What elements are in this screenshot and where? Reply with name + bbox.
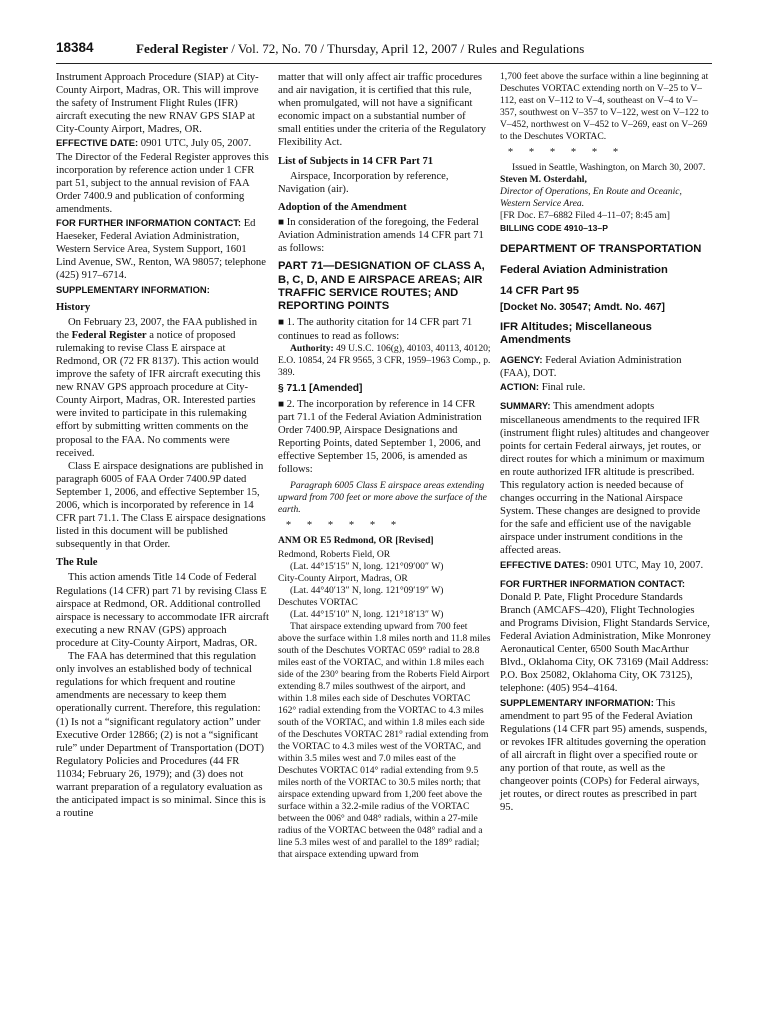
header-rule [56,63,712,64]
column-2 [278,71,491,861]
issue-info: / Vol. 72, No. 70 / Thursday, April 12, 2007 / Rules and Regulations [228,41,585,56]
billing-code: BILLING CODE 4910–13–P [500,223,608,234]
action-line [500,380,712,394]
page-number: 18384 [56,40,94,55]
location-2-coordinates: (Lat. 44°40′13″ N, long. 121°09′19″ W) [290,585,444,597]
contact-info [56,216,269,282]
rule-heading: The Rule [56,557,98,569]
effective-date-text: 0901 UTC, July 05, 2007. The Director of the Federal Register approves this incorporation by reference action under 1 CFR part 51, subject to the annual revision of FAA Order 7400.9 and publication of conforming amendments. [56,138,269,215]
subjects-text: Airspace, Incorporation by reference, Navigation (air). [278,170,449,195]
bullet-icon: ■ [278,398,285,410]
part-71-heading: PART 71—DESIGNATION OF CLASS A, B, C, D, AND E AIRSPACE AREAS; AIR TRAFFIC SERVICE ROUTES; AND REPORTING POINTS [278,260,485,313]
effective-date [56,136,269,216]
summary-text: This amendment adopts miscellaneous amendments to the required IFR (instrument flight rules) altitudes and changeover points for certain Federal airways, jet routes, or direct routes for which a minimum or maximum en route authorized IFR altitude is prescribed. This regulatory action is needed because of changes occurring in the National Airspace System. These changes are designed to provide for the safe and efficient use of the navigable airspace under instrument conditions in the affected areas. [500,401,710,557]
star: * [507,147,514,158]
authority-text: 49 U.S.C. 106(g), 40103, 40113, 40120; E.O. 10854, 24 FR 9565, 3 CFR, 1959–1963 Comp., p. 389. [278,342,491,378]
docket-number: [Docket No. 30547; Amdt. No. 467] [500,302,665,314]
item-2-text: 2. The incorporation by reference in 14 CFR part 71.1 of the Federal Aviation Administration Order 7400.9P, Airspace Designations and Reporting Points, dated September 1, 2006, and effective September 15, 2006, is amended as follows: [278,398,482,476]
history-text-c: a notice of proposed rulemaking to revise Class E airspace at Redmond, OR (72 FR 8137). This action would improve the safety of IFR aircraft executing this new RNAV GPS approach procedure at City-County Airport, Madras, OR. Interested parties were invited to participate in this rulemaking effort by submitting written comments on the proposal to the FAA. No comments were received. [56,329,261,459]
agency-line [500,353,712,380]
bullet-icon: ■ [278,317,285,329]
star: * [369,520,376,532]
supplementary-text: This amendment to part 95 of the Federal Aviation Regulations (14 CFR part 95) amends, suspends, or revokes IFR altitudes governing the operation of all aircraft in flight over a specified route or any portion of that route, as well as the changeover points (COPs) for Federal airways, jet routes, or direct routes as prescribed in part 95. [500,697,708,814]
summary [500,399,712,557]
subject-heading: IFR Altitudes; Miscellaneous Amendments [500,320,652,346]
location-2: City-County Airport, Madras, OR [278,573,408,585]
contact-text-2: Donald P. Pate, Flight Procedure Standards Branch (AMCAFS–420), Flight Technologies and Programs Division, Flight Standards Service, Federal Aviation Administration, Mike Monroney Aeronautical Center, 6500 South MacArthur Blvd., Oklahoma City, OK 73169 (Mail Address: P.O. Box 25082, Oklahoma City, OK 73125), telephone: (405) 954–4164. [500,591,711,695]
history-paragraph-2: Class E airspace designations are published in paragraph 6005 of FAA Order 7400.9P dated September 1, 2006, and effective September 15, 2006, which is incorporated by reference in 14 CFR part 71.1. The Class E airspace designations listed in this document will be published subsequently in that Order. [56,460,266,551]
contact-label: FOR FURTHER INFORMATION CONTACT: [56,217,242,229]
rule-paragraph-2: The FAA has determined that this regulation only involves an established body of technical regulations for which frequent and routine amendments are necessary to keep them operationally current. Therefore, this regulation: (1) Is not a “significant regulatory action” under Executive Order 12866; (2) is not a “significant rule” under Department of Transportation (DOT) Regulatory Policies and Procedures (44 FR 11034; February 26, 1979); and (3) does not warrant preparation of a regulatory evaluation as the anticipated impact is so minimal. Since this is a routine [56,651,266,820]
contact-text: Ed Haeseker, Federal Aviation Administration, Western Service Area, System Support, 1601 Lind Avenue, SW., Renton, WA 98057; telephone (425) 917–6714. [56,218,266,282]
airspace-continuation: 1,700 feet above the surface within a line beginning at Deschutes VORTAC extending north on V–25 to V–112, east on V–112 to V–4, southeast on V–4 to V–357, southwest on V–357 to V–122, west on V–122 to V–452, northwest on V–452 to V–269, east on V–269 to the Deschutes VORTAC. [500,71,709,142]
summary-label: SUMMARY: [500,400,551,412]
airspace-description: That airspace extending upward from 700 feet above the surface within 1.8 miles north and 11.8 miles south of the Deschutes VORTAC 059° radial to 28.8 miles east of the VORTAC, and within 1.8 miles each side of the 230° bearing from the Roberts Field Airport extending 8.7 miles southwest of the airport, and within 1.8 miles each side of Deschutes VORTAC 162° radial extending from the VORTAC to 4.3 miles south of the VORTAC, and within 1.8 miles each side of the Deschutes VORTAC 281° radial extending from the VORTAC to 4.3 miles west of the VORTAC, and within 3.5 miles west and 7.0 miles east of the Deschutes VORTAC 014° radial extending from 9.5 miles north of the VORTAC to 30.5 miles north; that airspace extending upward from 1,200 feet above the surface within a 32.2-mile radius of the VORTAC between the 006° and 048° radials, within a 27-mile radius of the VORTAC between the 048° radial and a line 5.3 miles west of and parallel to the 189° radial; that airspace extending upward from [278,621,491,861]
item-1-text: 1. The authority citation for 14 CFR part 71 continues to read as follows: [278,317,473,342]
location-1-coordinates: (Lat. 44°15′15″ N, long. 121°09′00″ W) [290,561,444,573]
location-3-coordinates: (Lat. 44°15′10″ N, long. 121°18′13″ W) [290,609,444,621]
adoption-paragraph [278,216,491,255]
supplementary-label: SUPPLEMENTARY INFORMATION: [56,283,210,295]
effective-date-label: EFFECTIVE DATE: [56,137,139,149]
department-heading: DEPARTMENT OF TRANSPORTATION [500,243,702,256]
star: * [348,520,355,532]
location-3: Deschutes VORTAC [278,597,358,609]
page-header [56,40,712,62]
bullet-icon: ■ [278,216,285,228]
agency-heading: Federal Aviation Administration [500,264,668,277]
effective-dates-text: 0901 UTC, May 10, 2007. [591,559,704,571]
running-head [136,41,584,57]
contact-info-2 [500,577,712,696]
star: * [390,520,397,532]
history-heading: History [56,301,91,313]
continuation-text: matter that will only affect air traffic procedures and air navigation, it is certified that this rule, when promulgated, will not have a significant economic impact on a substantial number of small entities under the criteria of the Regulatory Flexibility Act. [278,72,486,149]
star: * [570,147,577,158]
issued-statement: Issued in Seattle, Washington, on March 30, 2007. [512,162,706,174]
effective-dates-label: EFFECTIVE DATES: [500,558,589,570]
agency-label: AGENCY: [500,354,543,366]
location-1: Redmond, Roberts Field, OR [278,549,391,561]
section-71-1-heading: § 71.1 [Amended] [278,382,363,394]
supplementary-label-2: SUPPLEMENTARY INFORMATION: [500,696,654,708]
ellipsis-stars [278,519,491,532]
fr-doc: [FR Doc. E7–6882 Filed 4–11–07; 8:45 am] [500,210,670,222]
effective-dates [500,558,712,572]
rule-paragraph-1: This action amends Title 14 Code of Federal Regulations (14 CFR) part 71 by revising Class E airspace at Redmond, OR. Additional controlled airspace is necessary to accommodate IFR aircraft executing a new RNAV (GPS) approach procedure at City-County Airport, Madras, OR. [56,572,269,649]
column-1 [56,71,269,820]
star: * [306,520,313,532]
supplementary-info [500,696,712,815]
subjects-heading: List of Subjects in 14 CFR Part 71 [278,155,434,167]
star: * [591,147,598,158]
signer-name: Steven M. Osterdahl, [500,174,587,186]
agency-text: Federal Aviation Administration (FAA), DOT. [500,355,682,380]
star: * [528,147,535,158]
cfr-part: 14 CFR Part 95 [500,285,579,298]
adoption-heading: Adoption of the Amendment [278,201,407,213]
anm-heading: ANM OR E5 Redmond, OR [Revised] [278,535,434,547]
history-text-b: Federal Register [71,329,147,341]
history-text-a: On February 23, 2007, the FAA published in the [56,316,258,341]
authority-citation [278,343,491,379]
contact-label-2: FOR FURTHER INFORMATION CONTACT: [500,577,686,589]
action-label: ACTION: [500,381,540,393]
action-text: Final rule. [541,382,586,394]
authority-label: Authority: [290,342,334,354]
star: * [285,520,292,532]
ellipsis-stars [500,146,712,159]
signer-title: Director of Operations, En Route and Oceanic, Western Service Area. [500,186,682,210]
star: * [612,147,619,158]
column-3 [500,71,712,814]
paragraph-6005: Paragraph 6005 Class E airspace areas extending upward from 700 feet or more above the surface of the earth. [278,480,487,516]
item-1 [278,316,491,342]
star: * [549,147,556,158]
journal-name: Federal Register [136,41,229,56]
history-paragraph-1 [56,316,269,460]
adoption-text: In consideration of the foregoing, the Federal Aviation Administration amends 14 CFR part 71 as follows: [278,216,484,255]
item-2 [278,398,491,477]
star: * [327,520,334,532]
intro-text: Instrument Approach Procedure (SIAP) at City-County Airport, Madras, OR. This will improve the safety of Instrument Flight Rules (IFR) aircraft executing the new RNAV GPS SIAP at City-County Airport, Madres, OR. [56,72,259,136]
